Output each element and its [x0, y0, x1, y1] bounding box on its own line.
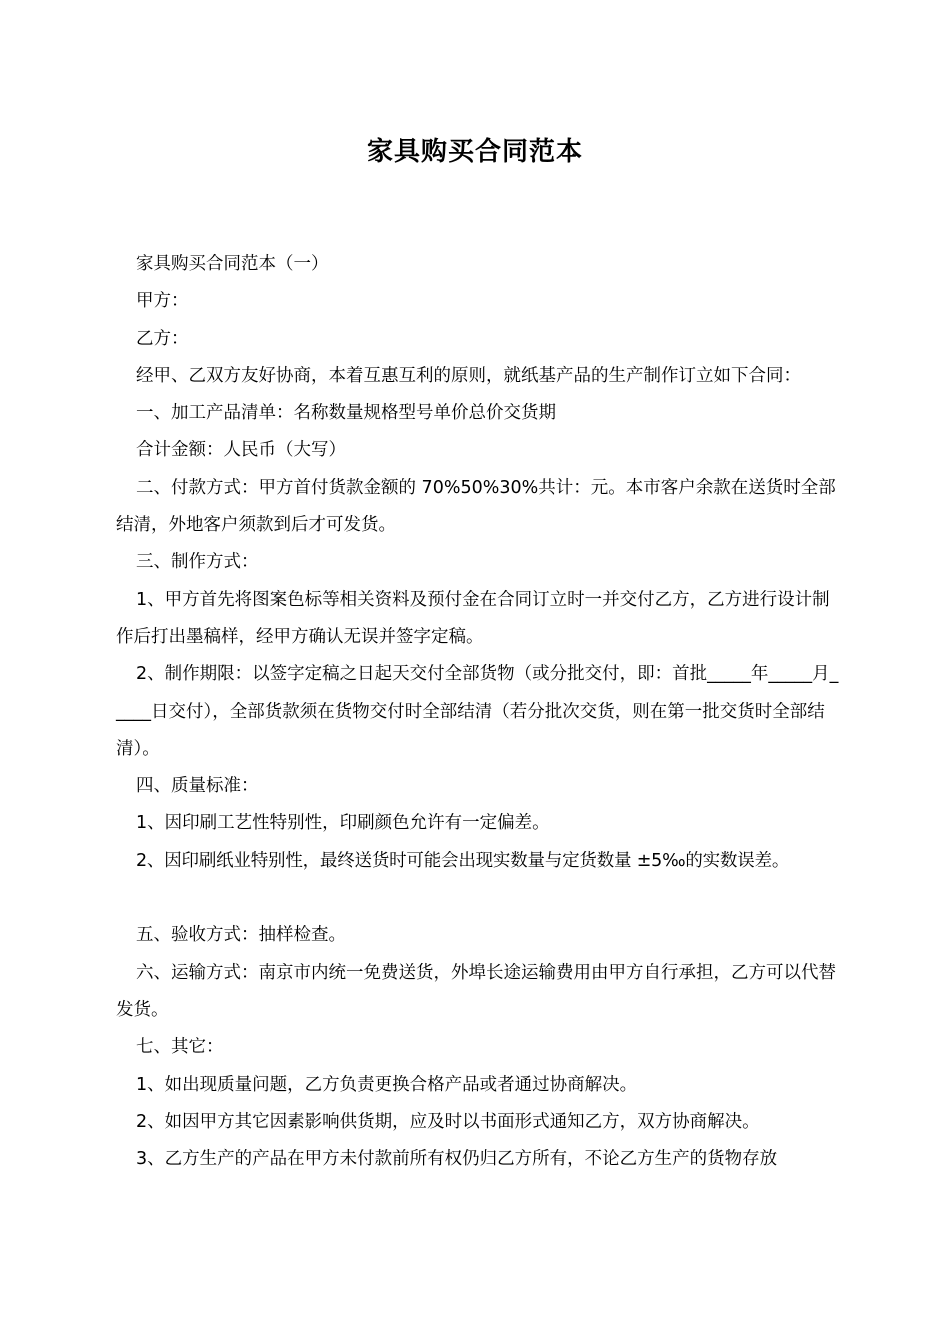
paragraph-production-2: 2、制作期限：以签字定稿之日起天交付全部货物（或分批交付，即：首批_____年_____月_____日交付），全部货款须在货物交付时全部结清（若分批次交货，则在第一批交货时全部结清）。: [116, 664, 839, 759]
paragraph-product-list: 一、加工产品清单：名称数量规格型号单价总价交货期: [136, 403, 556, 424]
paragraph-total-amount: 合计金额：人民币（大写）: [136, 440, 346, 461]
paragraph-production-1: 1、甲方首先将图案色标等相关资料及预付金在合同订立时一并交付乙方，乙方进行设计制作后打出墨稿样，经甲方确认无误并签字定稿。: [116, 589, 830, 647]
paragraph-preamble: 经甲、乙双方友好协商，本着互惠互利的原则，就纸基产品的生产制作订立如下合同：: [136, 365, 801, 386]
paragraph-quality-heading: 四、质量标准：: [136, 776, 259, 797]
document-title: 家具购买合同范本: [366, 137, 583, 167]
paragraph-party-b: 乙方：: [136, 328, 189, 349]
document-body: [116, 246, 846, 1178]
paragraph-party-a: 甲方：: [136, 291, 189, 312]
paragraph-other-1: 1、如出现质量问题，乙方负责更换合格产品或者通过协商解决。: [136, 1074, 638, 1095]
paragraph-payment: 二、付款方式：甲方首付货款金额的 70%50%30%共计：元。本市客户余款在送货时全部结清，外地客户须款到后才可发货。: [116, 477, 836, 536]
paragraph-acceptance: 五、验收方式：抽样检查。: [136, 925, 346, 946]
paragraph-subtitle: 家具购买合同范本（一）: [136, 254, 329, 274]
paragraph-transport: 六、运输方式：南京市内统一免费送货，外埠长途运输费用由甲方自行承担，乙方可以代替发货。: [116, 962, 836, 1020]
paragraph-production-heading: 三、制作方式：: [136, 552, 259, 573]
paragraph-quality-2: 2、因印刷纸业特别性，最终送货时可能会出现实数量与定货数量 ±5‰的实数误差。: [136, 850, 790, 871]
paragraph-quality-1: 1、因印刷工艺性特别性，印刷颜色允许有一定偏差。: [136, 813, 550, 834]
paragraph-other-3: 3、乙方生产的产品在甲方未付款前所有权仍归乙方所有，不论乙方生产的货物存放: [136, 1149, 778, 1170]
paragraph-spacer: [116, 880, 846, 917]
paragraph-other-heading: 七、其它：: [136, 1037, 224, 1058]
paragraph-other-2: 2、如因甲方其它因素影响供货期，应及时以书面形式通知乙方，双方协商解决。: [136, 1111, 760, 1132]
